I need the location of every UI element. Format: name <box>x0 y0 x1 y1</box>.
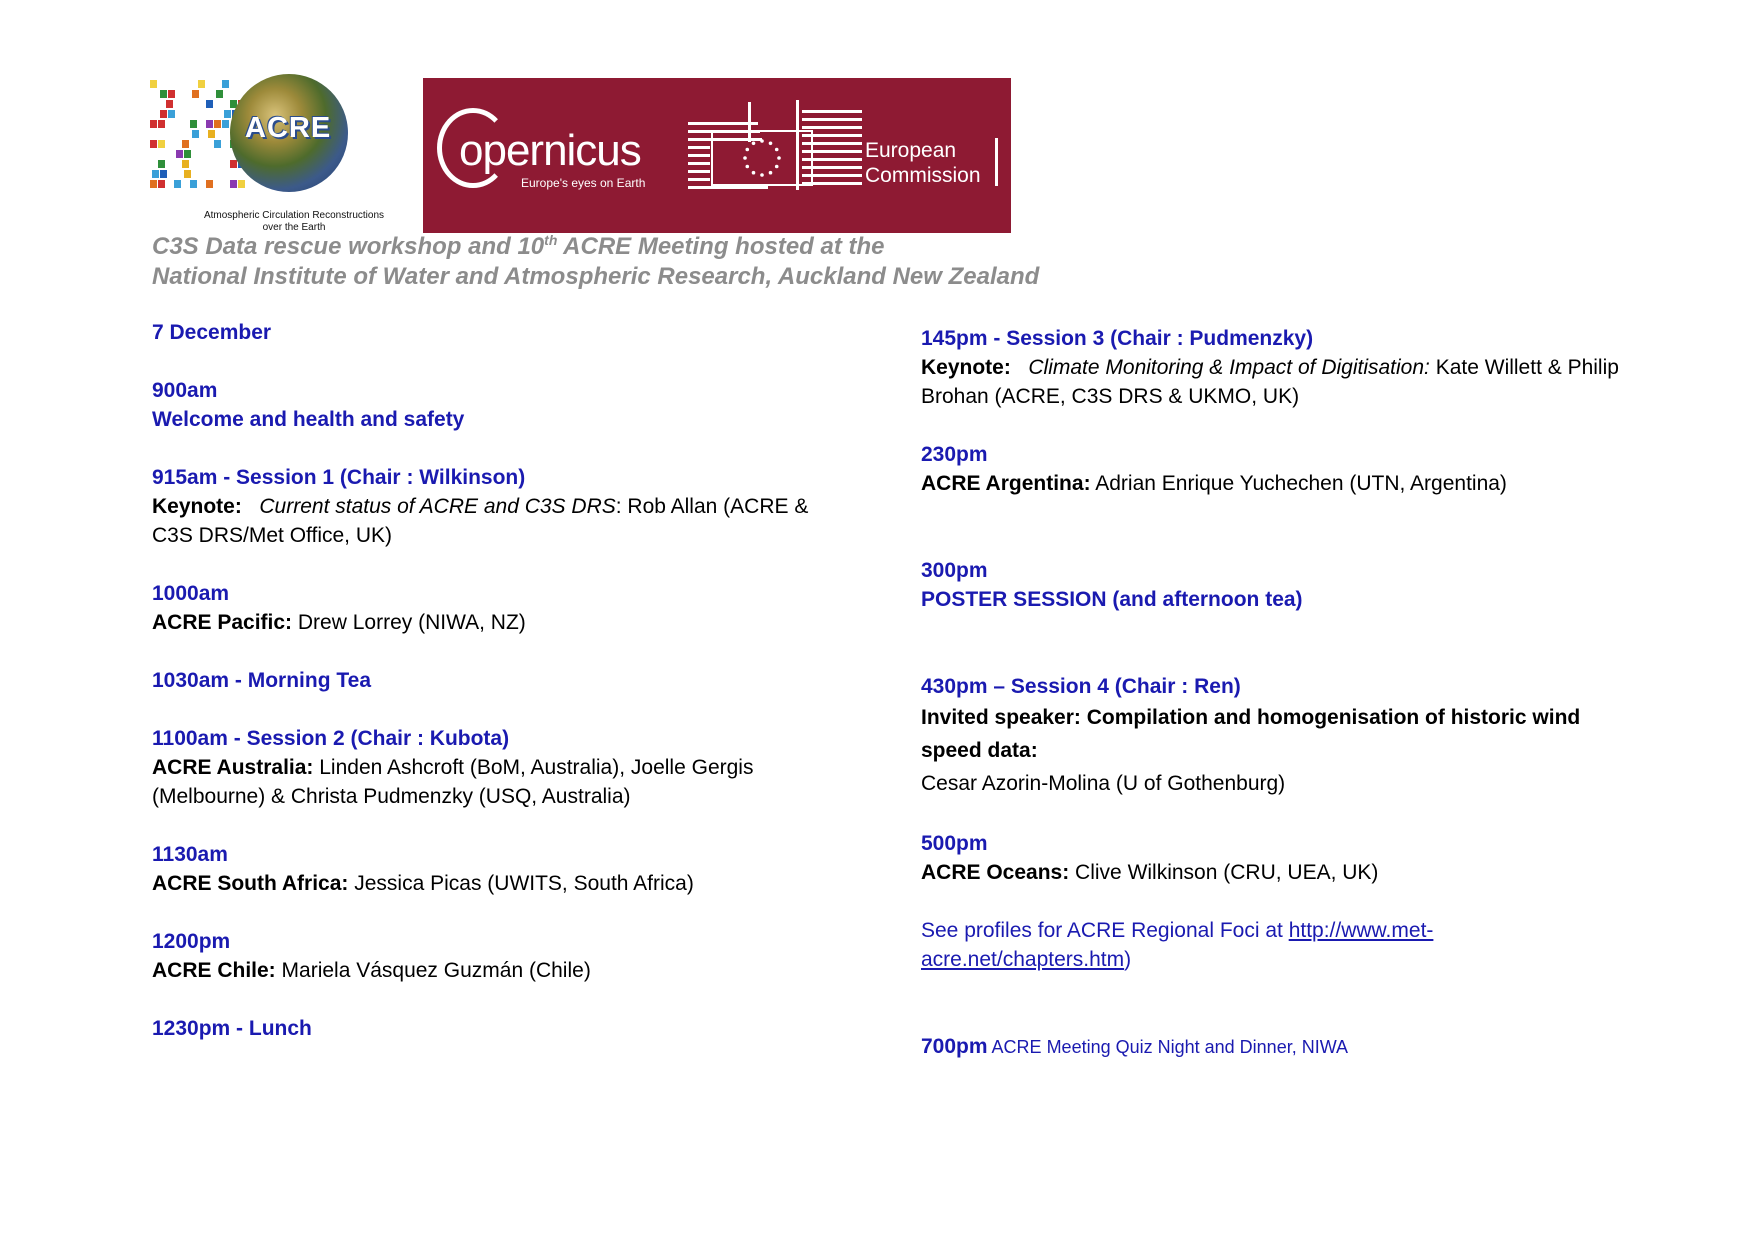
agenda-item-430 <box>921 672 1621 800</box>
agenda-item-500 <box>921 829 1621 887</box>
mosaic-square <box>222 120 229 128</box>
page-title <box>152 232 1352 292</box>
agenda-item-1100 <box>152 724 852 811</box>
speaker-label: ACRE Australia: <box>152 756 314 779</box>
mosaic-square <box>192 130 199 138</box>
mosaic-square <box>168 110 175 118</box>
agenda-time: 300pm <box>921 559 988 582</box>
speaker-label: Invited speaker: Compilation and homogenisation of historic wind speed data: <box>921 706 1581 762</box>
agenda-item-300 <box>921 556 1621 614</box>
eu-star <box>760 139 764 143</box>
agenda-left-column <box>152 318 852 1072</box>
agenda-time: 1200pm <box>152 930 231 953</box>
speaker-label: ACRE Pacific: <box>152 611 293 634</box>
talk-title <box>1017 356 1430 379</box>
mosaic-square <box>174 180 181 188</box>
mosaic-square <box>224 110 231 118</box>
session-heading: 915am - Session 1 (Chair : Wilkinson) <box>152 466 526 489</box>
mosaic-square <box>206 120 213 128</box>
session-heading: 1100am - Session 2 (Chair : Kubota) <box>152 727 510 750</box>
agenda-item-900 <box>152 376 852 434</box>
agenda-item-700 <box>921 1032 1621 1062</box>
acre-logo-text: ACRE <box>245 112 332 144</box>
mosaic-square <box>160 170 167 178</box>
agenda-item-1030: 1030am - Morning Tea <box>152 669 372 692</box>
mosaic-square <box>152 170 159 178</box>
profiles-note <box>921 916 1481 974</box>
speaker-label: ACRE South Africa: <box>152 872 349 895</box>
mosaic-square <box>158 160 165 168</box>
eu-star <box>743 156 747 160</box>
mosaic-square <box>182 160 189 168</box>
speaker-name: : Rob Allan (ACRE & C3S DRS/Met Office, UK) <box>152 495 809 547</box>
profiles-text: See profiles for ACRE Regional Foci at <box>921 919 1289 942</box>
eu-star <box>775 148 779 152</box>
agenda-time: 230pm <box>921 443 988 466</box>
speaker-name: Kate Willett & Philip Brohan (ACRE, C3S DRS & UKMO, UK) <box>921 356 1619 408</box>
agenda-time: 500pm <box>921 832 988 855</box>
mosaic-square <box>182 140 189 148</box>
acre-tagline-line-1: Atmospheric Circulation Reconstructions <box>203 210 385 221</box>
mosaic-square <box>150 180 157 188</box>
mosaic-square <box>184 150 191 158</box>
mosaic-square <box>230 180 237 188</box>
mosaic-square <box>184 170 191 178</box>
agenda-time: 700pm <box>921 1035 988 1058</box>
copernicus-wordmark: opernicus <box>459 126 641 175</box>
agenda-item-915 <box>152 463 852 550</box>
talk-title-text: Current status of ACRE and C3S DRS <box>259 495 616 518</box>
speaker-name: Jessica Picas (UWITS, South Africa) <box>348 872 694 895</box>
copernicus-subtitle: Europe's eyes on Earth <box>521 176 646 190</box>
copernicus-ec-banner <box>423 78 1011 233</box>
eu-star <box>775 165 779 169</box>
mosaic-square <box>176 150 183 158</box>
acre-logo <box>150 74 400 234</box>
speaker-label: ACRE Argentina: <box>921 472 1091 495</box>
eu-star <box>769 171 773 175</box>
acre-tagline <box>174 210 414 234</box>
agenda-time: 900am <box>152 379 218 402</box>
mosaic-square <box>216 90 223 98</box>
title-line-1 <box>152 232 1352 262</box>
mosaic-square <box>160 90 167 98</box>
talk-title-text: Climate Monitoring & Impact of Digitisation: <box>1028 356 1430 379</box>
mosaic-square <box>214 120 221 128</box>
mosaic-square <box>166 100 173 108</box>
agenda-item-1130 <box>152 840 852 898</box>
eu-star <box>752 171 756 175</box>
mosaic-square <box>222 80 229 88</box>
eu-star <box>745 148 749 152</box>
ec-wordmark <box>865 138 995 188</box>
title-superscript: th <box>544 232 558 248</box>
agenda-time: 1130am <box>152 843 228 866</box>
speaker-name: Mariela Vásquez Guzmán (Chile) <box>275 959 591 982</box>
agenda-date: 7 December <box>152 321 272 344</box>
mosaic-square <box>238 180 245 188</box>
eu-star <box>752 141 756 145</box>
eu-star <box>745 165 749 169</box>
mosaic-square <box>150 80 157 88</box>
ec-word-line-2: Commission <box>865 164 981 187</box>
mosaic-square <box>208 130 215 138</box>
agenda-item-1000 <box>152 579 852 637</box>
agenda-item-1200 <box>152 927 852 985</box>
ec-word-line-1: European <box>865 139 957 162</box>
agenda-item-145 <box>921 324 1621 411</box>
mosaic-square <box>160 110 167 118</box>
profiles-close: ) <box>1124 948 1132 971</box>
mosaic-square <box>190 120 197 128</box>
mosaic-square <box>150 120 157 128</box>
mosaic-square <box>198 80 205 88</box>
profiles-link[interactable]: http://www.met-acre.net/chapters.htm <box>921 919 1434 971</box>
agenda-title: Welcome and health and safety <box>152 408 465 431</box>
eu-flag-icon <box>711 130 813 186</box>
mosaic-square <box>158 180 165 188</box>
speaker-label: ACRE Oceans: <box>921 861 1070 884</box>
speaker-name: Clive Wilkinson (CRU, UEA, UK) <box>1069 861 1379 884</box>
speaker-name: Drew Lorrey (NIWA, NZ) <box>292 611 526 634</box>
agenda-item-1230: 1230pm - Lunch <box>152 1017 312 1040</box>
mosaic-square <box>190 180 197 188</box>
agenda-title: ACRE Meeting Quiz Night and Dinner, NIWA <box>987 1037 1349 1057</box>
title-line-1b: ACRE Meeting hosted at the <box>557 233 885 260</box>
eu-star <box>777 156 781 160</box>
session-heading: 430pm – Session 4 (Chair : Ren) <box>921 675 1241 698</box>
mosaic-square <box>214 140 221 148</box>
mosaic-square <box>206 100 213 108</box>
title-line-2: National Institute of Water and Atmospheric Research, Auckland New Zealand <box>152 263 1040 290</box>
mosaic-square <box>168 90 175 98</box>
ec-divider <box>995 138 998 186</box>
speaker-name: Adrian Enrique Yuchechen (UTN, Argentina) <box>1090 472 1507 495</box>
session-heading: 145pm - Session 3 (Chair : Pudmenzky) <box>921 327 1314 350</box>
speaker-label: ACRE Chile: <box>152 959 276 982</box>
speaker-label: Keynote: <box>152 495 242 518</box>
speaker-label: Keynote: <box>921 356 1011 379</box>
acre-tagline-line-2: over the Earth <box>262 222 326 233</box>
agenda-time: 1000am <box>152 582 230 605</box>
mosaic-square <box>158 140 165 148</box>
eu-star <box>769 141 773 145</box>
mosaic-square <box>192 90 199 98</box>
speaker-name: Cesar Azorin-Molina (U of Gothenburg) <box>921 772 1286 795</box>
talk-title <box>248 495 616 518</box>
agenda-item-230 <box>921 440 1621 498</box>
agenda-right-column <box>921 324 1621 1091</box>
speaker-name: Linden Ashcroft (BoM, Australia), Joelle Gergis (Melbourne) & Christa Pudmenzky (USQ, Australia) <box>152 756 754 808</box>
eu-star <box>760 173 764 177</box>
mosaic-square <box>150 140 157 148</box>
agenda-title: POSTER SESSION (and afternoon tea) <box>921 588 1303 611</box>
mosaic-square <box>206 180 213 188</box>
title-line-1a: C3S Data rescue workshop and 10 <box>152 233 545 260</box>
mosaic-square <box>230 160 237 168</box>
mosaic-square <box>158 120 165 128</box>
